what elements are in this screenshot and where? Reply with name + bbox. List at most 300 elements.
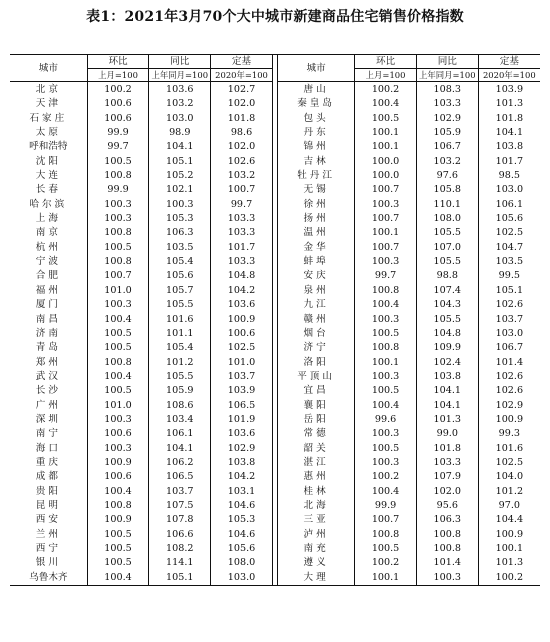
left-city-cell: 银川 <box>35 557 61 569</box>
left-mom-cell: 99.9 <box>87 183 149 197</box>
table-row <box>10 356 540 370</box>
left-base-header: 定基 <box>211 55 273 69</box>
left-mom-cell: 100.3 <box>87 413 149 427</box>
right-city-cell: 温州 <box>303 227 329 239</box>
right-city-cell: 岳阳 <box>303 413 329 425</box>
right-city-cell: 大理 <box>303 571 329 583</box>
left-yoy-subheader: 上年同月=100 <box>149 69 211 82</box>
left-base-cell: 102.9 <box>211 442 273 456</box>
right-yoy-cell: 105.9 <box>416 126 478 140</box>
right-mom-cell: 99.7 <box>355 269 417 283</box>
right-mom-cell: 100.7 <box>355 212 417 226</box>
right-mom-cell: 100.4 <box>355 298 417 312</box>
left-city-cell: 天津 <box>35 98 61 110</box>
left-city-cell: 海口 <box>35 442 61 454</box>
right-yoy-cell: 109.9 <box>416 341 478 355</box>
left-yoy-cell: 105.2 <box>149 169 211 183</box>
left-base-cell: 101.0 <box>211 356 273 370</box>
table-row <box>10 313 540 327</box>
right-city-cell: 济宁 <box>303 342 329 354</box>
right-yoy-cell: 104.1 <box>416 384 478 398</box>
left-yoy-cell: 108.2 <box>149 542 211 556</box>
left-yoy-cell: 105.5 <box>149 370 211 384</box>
table-row <box>10 112 540 126</box>
left-mom-cell: 100.6 <box>87 470 149 484</box>
left-base-cell: 108.0 <box>211 556 273 570</box>
table-header <box>10 55 540 82</box>
left-yoy-cell: 102.1 <box>149 183 211 197</box>
left-city-cell: 呼和浩特 <box>29 141 68 153</box>
right-mom-cell: 100.3 <box>355 370 417 384</box>
left-city-cell: 南昌 <box>35 313 61 325</box>
right-mom-cell: 100.8 <box>355 341 417 355</box>
table-row <box>10 499 540 513</box>
left-city-cell: 西安 <box>35 514 61 526</box>
left-yoy-cell: 114.1 <box>149 556 211 570</box>
left-base-cell: 102.0 <box>211 140 273 154</box>
left-city-cell: 上海 <box>35 213 61 225</box>
right-base-cell: 104.0 <box>478 470 540 484</box>
left-mom-cell: 101.0 <box>87 284 149 298</box>
left-mom-cell: 100.9 <box>87 513 149 527</box>
right-city-cell: 安庆 <box>303 270 329 282</box>
left-city-cell: 济南 <box>35 327 61 339</box>
left-city-cell: 北京 <box>35 84 61 95</box>
right-yoy-cell: 101.3 <box>416 413 478 427</box>
right-city-cell: 金华 <box>303 241 329 253</box>
right-base-cell: 103.7 <box>478 313 540 327</box>
right-mom-cell: 100.7 <box>355 513 417 527</box>
left-mom-cell: 100.5 <box>87 528 149 542</box>
right-yoy-cell: 107.9 <box>416 470 478 484</box>
right-yoy-cell: 110.1 <box>416 198 478 212</box>
table-row <box>10 528 540 542</box>
left-city-cell: 合肥 <box>35 270 61 282</box>
left-city-cell: 福州 <box>35 284 61 296</box>
right-yoy-cell: 108.0 <box>416 212 478 226</box>
left-city-cell: 哈尔滨 <box>29 198 68 210</box>
left-mom-cell: 100.5 <box>87 341 149 355</box>
right-yoy-cell: 100.3 <box>416 571 478 585</box>
left-yoy-cell: 108.6 <box>149 399 211 413</box>
left-yoy-cell: 106.3 <box>149 226 211 240</box>
left-city-cell: 厦门 <box>35 299 61 311</box>
table-row <box>10 255 540 269</box>
left-base-cell: 101.9 <box>211 413 273 427</box>
right-mom-cell: 100.2 <box>355 470 417 484</box>
left-city-cell: 太原 <box>35 127 61 139</box>
left-city-cell: 武汉 <box>35 370 61 382</box>
table-row <box>10 212 540 226</box>
right-mom-cell: 100.1 <box>355 571 417 585</box>
right-city-cell: 桂林 <box>303 485 329 497</box>
left-yoy-cell: 105.6 <box>149 269 211 283</box>
left-base-cell: 103.6 <box>211 298 273 312</box>
right-mom-header: 环比 <box>355 55 417 69</box>
left-city-cell: 南京 <box>35 227 61 239</box>
right-mom-cell: 100.2 <box>355 556 417 570</box>
left-mom-cell: 100.6 <box>87 97 149 111</box>
left-city-cell: 广州 <box>35 399 61 411</box>
right-yoy-cell: 98.8 <box>416 269 478 283</box>
left-yoy-cell: 105.9 <box>149 384 211 398</box>
left-base-cell: 103.1 <box>211 485 273 499</box>
left-yoy-cell: 106.6 <box>149 528 211 542</box>
right-yoy-cell: 106.3 <box>416 513 478 527</box>
right-city-cell: 北海 <box>303 499 329 511</box>
right-city-cell: 蚌埠 <box>303 256 329 268</box>
right-base-cell: 105.1 <box>478 284 540 298</box>
left-city-cell: 长春 <box>35 184 61 196</box>
right-yoy-cell: 100.8 <box>416 542 478 556</box>
right-yoy-cell: 107.0 <box>416 241 478 255</box>
right-mom-cell: 99.6 <box>355 413 417 427</box>
left-base-cell: 104.2 <box>211 470 273 484</box>
right-base-cell: 100.9 <box>478 413 540 427</box>
table-title: 表1：2021年3月70个大中城市新建商品住宅销售价格指数 <box>86 9 464 25</box>
right-city-cell: 烟台 <box>303 327 329 339</box>
table-row <box>10 442 540 456</box>
right-base-cell: 102.6 <box>478 384 540 398</box>
right-base-cell: 97.0 <box>478 499 540 513</box>
table-row <box>10 384 540 398</box>
left-city-cell: 重庆 <box>35 456 61 468</box>
table-row <box>10 542 540 556</box>
left-base-subheader: 2020年=100 <box>211 69 273 82</box>
right-base-cell: 98.5 <box>478 169 540 183</box>
left-base-cell: 104.6 <box>211 499 273 513</box>
right-mom-cell: 100.3 <box>355 255 417 269</box>
right-yoy-header: 同比 <box>416 55 478 69</box>
left-base-cell: 103.3 <box>211 212 273 226</box>
left-mom-cell: 100.4 <box>87 313 149 327</box>
left-mom-cell: 100.7 <box>87 269 149 283</box>
left-city-cell: 成都 <box>35 471 61 483</box>
left-city-cell: 兰州 <box>35 528 61 540</box>
right-mom-cell: 100.0 <box>355 155 417 169</box>
right-mom-cell: 100.2 <box>355 82 417 98</box>
table-row <box>10 298 540 312</box>
right-city-cell: 韶关 <box>303 442 329 454</box>
right-city-cell: 锦州 <box>303 141 329 153</box>
left-mom-cell: 100.8 <box>87 499 149 513</box>
left-mom-cell: 100.4 <box>87 370 149 384</box>
left-yoy-cell: 103.7 <box>149 485 211 499</box>
table-row <box>10 456 540 470</box>
left-yoy-cell: 105.5 <box>149 298 211 312</box>
left-base-cell: 100.9 <box>211 313 273 327</box>
table-row <box>10 183 540 197</box>
left-mom-cell: 100.8 <box>87 226 149 240</box>
left-city-cell: 宁波 <box>35 256 61 268</box>
right-base-cell: 104.7 <box>478 241 540 255</box>
right-city-cell: 牡丹江 <box>297 170 335 182</box>
table-row <box>10 198 540 212</box>
left-base-cell: 101.8 <box>211 112 273 126</box>
left-yoy-cell: 103.0 <box>149 112 211 126</box>
left-mom-cell: 100.5 <box>87 542 149 556</box>
right-base-cell: 101.7 <box>478 155 540 169</box>
left-yoy-cell: 104.1 <box>149 442 211 456</box>
left-yoy-cell: 106.1 <box>149 427 211 441</box>
left-base-cell: 105.6 <box>211 542 273 556</box>
left-mom-cell: 100.8 <box>87 255 149 269</box>
price-index-table-container <box>10 54 540 586</box>
left-mom-cell: 100.6 <box>87 112 149 126</box>
right-mom-cell: 100.4 <box>355 97 417 111</box>
left-yoy-cell: 106.5 <box>149 470 211 484</box>
right-base-cell: 101.8 <box>478 112 540 126</box>
right-city-header: 城市 <box>278 55 355 82</box>
left-yoy-cell: 101.6 <box>149 313 211 327</box>
right-city-cell: 三亚 <box>303 514 329 526</box>
right-city-cell: 丹东 <box>303 127 329 139</box>
right-base-cell: 106.1 <box>478 198 540 212</box>
right-city-cell: 常德 <box>303 428 329 440</box>
left-mom-cell: 100.5 <box>87 556 149 570</box>
right-yoy-cell: 104.3 <box>416 298 478 312</box>
table-row <box>10 485 540 499</box>
right-base-cell: 99.5 <box>478 269 540 283</box>
left-base-cell: 103.6 <box>211 427 273 441</box>
table-row <box>10 399 540 413</box>
left-base-cell: 100.7 <box>211 183 273 197</box>
left-base-cell: 102.5 <box>211 341 273 355</box>
table-row <box>10 241 540 255</box>
right-yoy-cell: 103.8 <box>416 370 478 384</box>
table-row <box>10 413 540 427</box>
right-base-cell: 101.6 <box>478 442 540 456</box>
right-city-cell: 襄阳 <box>303 399 329 411</box>
right-mom-cell: 100.8 <box>355 528 417 542</box>
left-base-cell: 103.9 <box>211 384 273 398</box>
right-base-cell: 103.5 <box>478 255 540 269</box>
right-city-cell: 平顶山 <box>297 370 335 382</box>
left-mom-header: 环比 <box>87 55 149 69</box>
right-mom-cell: 100.1 <box>355 140 417 154</box>
right-mom-cell: 100.3 <box>355 313 417 327</box>
left-city-header: 城市 <box>10 55 87 82</box>
left-base-cell: 103.7 <box>211 370 273 384</box>
right-city-cell: 徐州 <box>303 198 329 210</box>
left-yoy-cell: 105.7 <box>149 284 211 298</box>
right-mom-cell: 100.3 <box>355 456 417 470</box>
table-row <box>10 427 540 441</box>
right-base-header: 定基 <box>478 55 540 69</box>
right-base-cell: 100.1 <box>478 542 540 556</box>
right-base-subheader: 2020年=100 <box>478 69 540 82</box>
left-city-cell: 石家庄 <box>29 112 68 124</box>
right-mom-cell: 100.5 <box>355 542 417 556</box>
right-city-cell: 洛阳 <box>303 356 329 368</box>
left-city-cell: 昆明 <box>35 499 61 511</box>
right-yoy-cell: 108.3 <box>416 82 478 98</box>
right-city-cell: 遵义 <box>303 557 329 569</box>
right-yoy-cell: 103.3 <box>416 97 478 111</box>
right-base-cell: 101.2 <box>478 485 540 499</box>
table-row <box>10 97 540 111</box>
right-yoy-cell: 104.8 <box>416 327 478 341</box>
left-mom-cell: 100.3 <box>87 298 149 312</box>
right-yoy-cell: 105.8 <box>416 183 478 197</box>
right-yoy-subheader: 上年同月=100 <box>416 69 478 82</box>
left-mom-cell: 100.4 <box>87 571 149 585</box>
left-base-cell: 103.3 <box>211 226 273 240</box>
right-base-cell: 104.1 <box>478 126 540 140</box>
right-mom-cell: 100.5 <box>355 327 417 341</box>
right-mom-cell: 100.7 <box>355 241 417 255</box>
right-mom-cell: 100.1 <box>355 356 417 370</box>
left-mom-cell: 100.5 <box>87 241 149 255</box>
left-base-cell: 106.5 <box>211 399 273 413</box>
left-yoy-cell: 101.1 <box>149 327 211 341</box>
left-base-cell: 100.6 <box>211 327 273 341</box>
right-mom-cell: 100.3 <box>355 198 417 212</box>
left-city-cell: 青岛 <box>35 342 61 354</box>
right-mom-cell: 100.1 <box>355 226 417 240</box>
right-yoy-cell: 106.7 <box>416 140 478 154</box>
right-yoy-cell: 101.8 <box>416 442 478 456</box>
table-row <box>10 226 540 240</box>
table-row <box>10 327 540 341</box>
left-base-cell: 102.0 <box>211 97 273 111</box>
left-city-cell: 长沙 <box>35 385 61 397</box>
right-yoy-cell: 107.4 <box>416 284 478 298</box>
left-base-cell: 98.6 <box>211 126 273 140</box>
left-mom-cell: 100.3 <box>87 212 149 226</box>
right-base-cell: 101.3 <box>478 97 540 111</box>
right-yoy-cell: 104.1 <box>416 399 478 413</box>
right-base-cell: 99.3 <box>478 427 540 441</box>
left-yoy-cell: 103.5 <box>149 241 211 255</box>
left-mom-cell: 100.8 <box>87 356 149 370</box>
left-mom-cell: 100.3 <box>87 198 149 212</box>
left-yoy-cell: 107.8 <box>149 513 211 527</box>
right-base-cell: 101.4 <box>478 356 540 370</box>
left-mom-cell: 100.5 <box>87 384 149 398</box>
left-base-cell: 104.2 <box>211 284 273 298</box>
left-yoy-header: 同比 <box>149 55 211 69</box>
right-city-cell: 泉州 <box>303 284 329 296</box>
left-yoy-cell: 105.4 <box>149 341 211 355</box>
left-yoy-cell: 106.2 <box>149 456 211 470</box>
table-row <box>10 284 540 298</box>
right-yoy-cell: 103.2 <box>416 155 478 169</box>
right-city-cell: 惠州 <box>303 471 329 483</box>
right-base-cell: 106.7 <box>478 341 540 355</box>
table-row <box>10 341 540 355</box>
right-mom-subheader: 上月=100 <box>355 69 417 82</box>
left-yoy-cell: 103.4 <box>149 413 211 427</box>
left-mom-cell: 100.4 <box>87 485 149 499</box>
right-yoy-cell: 101.4 <box>416 556 478 570</box>
right-yoy-cell: 95.6 <box>416 499 478 513</box>
left-base-cell: 103.0 <box>211 571 273 585</box>
table-row <box>10 370 540 384</box>
left-yoy-cell: 100.3 <box>149 198 211 212</box>
right-yoy-cell: 105.5 <box>416 313 478 327</box>
table-row <box>10 571 540 585</box>
right-mom-cell: 100.5 <box>355 384 417 398</box>
left-mom-subheader: 上月=100 <box>87 69 149 82</box>
left-yoy-cell: 105.1 <box>149 155 211 169</box>
right-city-cell: 唐山 <box>303 84 329 95</box>
right-city-cell: 包头 <box>303 112 329 124</box>
right-base-cell: 102.9 <box>478 399 540 413</box>
right-city-cell: 吉林 <box>303 155 329 167</box>
left-base-cell: 103.2 <box>211 169 273 183</box>
right-mom-cell: 100.5 <box>355 442 417 456</box>
right-mom-cell: 100.5 <box>355 112 417 126</box>
left-yoy-cell: 103.6 <box>149 82 211 98</box>
table-row <box>10 269 540 283</box>
left-city-cell: 深圳 <box>35 413 61 425</box>
left-base-cell: 102.6 <box>211 155 273 169</box>
right-city-cell: 南充 <box>303 543 329 554</box>
right-base-cell: 100.9 <box>478 528 540 542</box>
right-base-cell: 102.6 <box>478 370 540 384</box>
right-city-cell: 秦皇岛 <box>297 98 335 110</box>
table-row <box>10 155 540 169</box>
right-base-cell: 104.4 <box>478 513 540 527</box>
right-mom-cell: 100.8 <box>355 284 417 298</box>
right-yoy-cell: 97.6 <box>416 169 478 183</box>
left-base-cell: 99.7 <box>211 198 273 212</box>
left-yoy-cell: 101.2 <box>149 356 211 370</box>
right-city-cell: 九江 <box>303 299 329 311</box>
left-yoy-cell: 107.5 <box>149 499 211 513</box>
right-mom-cell: 100.4 <box>355 485 417 499</box>
table-row <box>10 169 540 183</box>
table-row <box>10 126 540 140</box>
table-row <box>10 140 540 154</box>
left-city-cell: 郑州 <box>35 356 61 368</box>
right-base-cell: 103.9 <box>478 82 540 98</box>
left-base-cell: 104.6 <box>211 528 273 542</box>
table-row <box>10 513 540 527</box>
right-yoy-cell: 100.8 <box>416 528 478 542</box>
right-mom-cell: 100.3 <box>355 427 417 441</box>
right-city-cell: 湛江 <box>303 456 329 468</box>
left-mom-cell: 100.9 <box>87 456 149 470</box>
right-yoy-cell: 102.9 <box>416 112 478 126</box>
table-row <box>10 82 540 98</box>
left-mom-cell: 99.9 <box>87 126 149 140</box>
left-base-cell: 102.7 <box>211 82 273 98</box>
left-yoy-cell: 103.2 <box>149 97 211 111</box>
right-city-cell: 宜昌 <box>303 385 329 397</box>
table-row <box>10 556 540 570</box>
right-city-cell: 无锡 <box>303 184 329 196</box>
left-yoy-cell: 104.1 <box>149 140 211 154</box>
right-base-cell: 101.3 <box>478 556 540 570</box>
table-body <box>10 82 540 586</box>
right-city-cell: 泸州 <box>303 528 329 540</box>
left-base-cell: 103.3 <box>211 255 273 269</box>
right-base-cell: 105.6 <box>478 212 540 226</box>
left-yoy-cell: 105.4 <box>149 255 211 269</box>
left-city-cell: 贵阳 <box>35 485 61 497</box>
right-mom-cell: 99.9 <box>355 499 417 513</box>
left-mom-cell: 100.3 <box>87 442 149 456</box>
left-city-cell: 南宁 <box>35 428 61 440</box>
right-base-cell: 102.5 <box>478 226 540 240</box>
left-base-cell: 104.8 <box>211 269 273 283</box>
left-mom-cell: 100.5 <box>87 155 149 169</box>
left-mom-cell: 101.0 <box>87 399 149 413</box>
left-city-cell: 西宁 <box>35 543 61 554</box>
left-mom-cell: 100.5 <box>87 327 149 341</box>
